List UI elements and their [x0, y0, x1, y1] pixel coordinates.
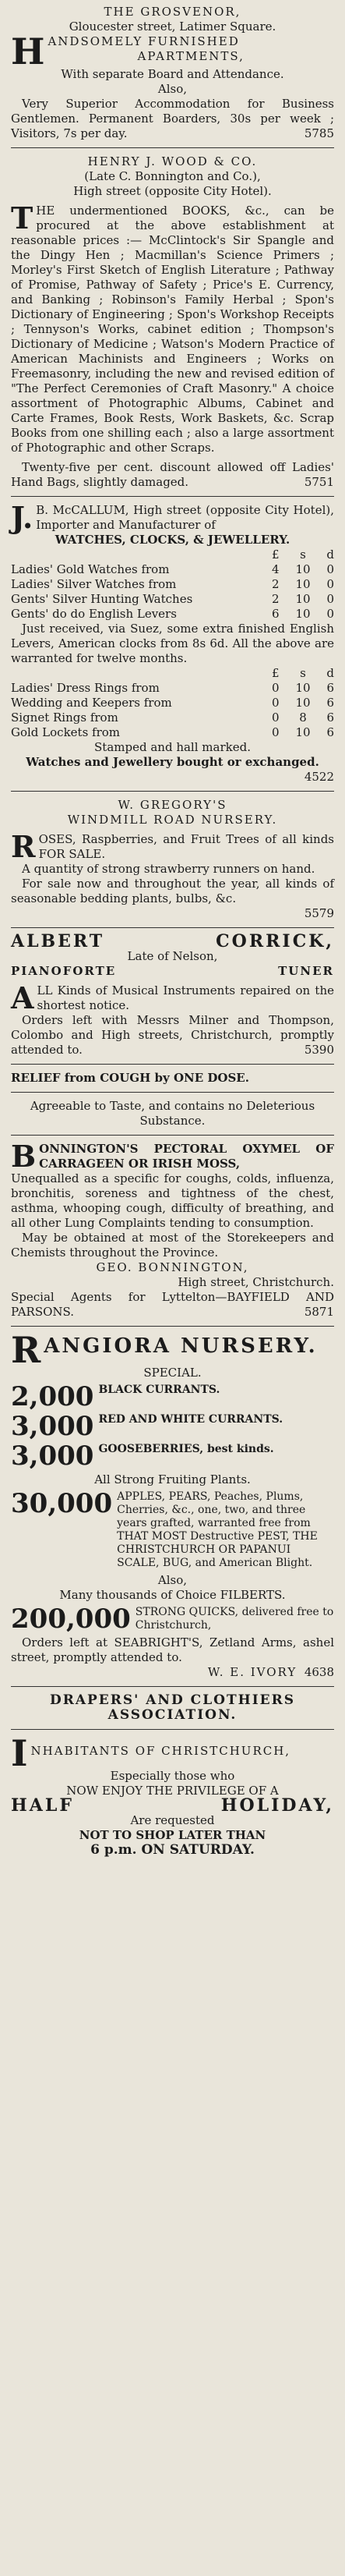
rangiora-special: SPECIAL.: [143, 1366, 202, 1380]
wood-body: THE undermentioned BOOKS, &c., can be procured at the above establishment at reasonable prices :— McClintock's Sir Spangle and the Dingy Hen ; Macmillan's Science Primers ; Morley's First Sketch of English Literature ; Pathway of Promise, Pathway of Safety ; Price's E. Currency, and Banking ; Robinson's Family Herbal ; Spon's Dictionary of Engineering ; Spon's Workshop Receipts ; Tennyson's Works, cabinet edition ; Thompson's Dictionary of Medicine ; Watson's Modern Practice of American Machinists and Engineers ; Works on Freemasonry, including the new and revised edition of "The Perfect Ceremonies of Craft Masonry." A choice assortment of Photographic Albums, Cabinet and Carte Frames, Book Rests, Work Baskets, &c. Scrap Books from one shilling each ; also a large assortment of Photographic and other Scraps.: [11, 200, 334, 455]
wood-discount: Twenty-five per cent. discount allowed off Ladies' Hand Bags, slightly damaged. 5751: [11, 460, 334, 489]
grosvenor-line1: With separate Board and Attendance.: [61, 67, 284, 81]
price-row: Gents' Silver Hunting Watches 2 10 0: [11, 592, 334, 606]
mccallum-intro: J. B. McCALLUM, High street (opposite City Hotel), Importer and Manufacturer of: [11, 500, 334, 535]
drapers-drop-letter: I: [11, 1732, 28, 1774]
drapers-requested: Are requested: [130, 1813, 215, 1827]
corrick-ref: 5390: [304, 1043, 334, 1057]
drapers-line1: Especially those who: [110, 1769, 235, 1783]
advertisement-column: [11, 0, 334, 1858]
grosvenor-line2: Also,: [157, 82, 188, 96]
corrick-ad: [11, 931, 334, 1058]
stock-item: 30,000 APPLES, PEARS, Peaches, Plums, Cherries, &c., one, two, and three years grafted, warranted free from THAT MOST Destructive PEST, THE CHRISTCHURCH OR PAPANUI SCALE, BUG, and American Blight.: [11, 1488, 318, 1569]
divider: [11, 1064, 334, 1065]
grosvenor-ref: 5785: [304, 126, 334, 140]
drapers-time: 6 p.m. ON SATURDAY.: [90, 1842, 255, 1858]
oxymel-heading: BONNINGTON'S PECTORAL OXYMEL OF CARRAGEEN OR IRISH MOSS,: [11, 1139, 334, 1174]
rangiora-signature: W. E. IVORY 4638: [207, 1665, 334, 1679]
wood-ref: 5751: [304, 475, 334, 489]
corrick-late: Late of Nelson,: [127, 949, 218, 963]
wood-address: High street (opposite City Hotel).: [73, 184, 272, 198]
drapers-title1: DRAPERS' AND CLOTHIERS: [49, 1692, 296, 1708]
currency-header: £ s d: [272, 547, 334, 562]
stock-item: 2,000 BLACK CURRANTS.: [11, 1381, 220, 1412]
oxymel-ad: [11, 1071, 334, 1320]
mccallum-drop-letter: J.: [11, 500, 33, 535]
divider: [11, 1686, 334, 1687]
gregory-line2: For sale now and throughout the year, all kinds of seasonable bedding plants, bulbs, &c.: [11, 877, 334, 905]
divider: [11, 1135, 334, 1136]
grosvenor-drop-letter: H: [11, 30, 45, 73]
oxymel-seller: GEO. BONNINGTON,: [96, 1260, 249, 1274]
wood-drop-letter: T: [11, 200, 33, 236]
divider: [11, 496, 334, 497]
corrick-body2: Orders left with Messrs Milner and Thompson, Colombo and High streets, Christchurch, promptly attended to. 5390: [11, 1013, 334, 1057]
wood-subtitle: (Late C. Bonnington and Co.),: [84, 169, 261, 183]
rangiora-drop-letter: R: [11, 1329, 41, 1371]
grosvenor-body: Very Superior Accommodation for Business Gentlemen. Permanent Boarders, 30s per week ; Visitors, 7s per day. 5785: [11, 97, 334, 140]
rangiora-ref: 4638: [304, 1665, 334, 1679]
mccallum-ref: 4522: [304, 770, 334, 784]
mccallum-heading: WATCHES, CLOCKS, & JEWELLERY.: [55, 533, 290, 547]
wood-title: HENRY J. WOOD & CO.: [87, 154, 258, 168]
gregory-heading: ROSES, Raspberries, and Fruit Trees of all kinds FOR SALE.: [11, 829, 334, 864]
rangiora-ad: [11, 1329, 334, 1680]
grosvenor-heading2: APARTMENTS,: [137, 49, 245, 63]
grosvenor-title: THE GROSVENOR,: [104, 5, 241, 19]
grosvenor-ad: [11, 5, 334, 141]
oxymel-body: Unequalled as a specific for coughs, colds, influenza, bronchitis, soreness and tightness of the chest, asthma, whooping cough, difficulty of breathing, and all other Lung Complaints tending to consumption.: [11, 1171, 334, 1230]
drapers-title2: ASSOCIATION.: [107, 1707, 238, 1723]
price-row: Gents' do do English Levers 6 10 0: [11, 607, 334, 621]
gregory-ref: 5579: [304, 906, 334, 920]
oxymel-relief: RELIEF from COUGH by ONE DOSE.: [11, 1071, 249, 1085]
stock-item: 200,000 STRONG QUICKS, delivered free to Christchurch,: [11, 1603, 334, 1635]
grosvenor-heading: ANDSOMELY FURNISHED: [48, 34, 240, 48]
price-row: Gold Lockets from 0 10 6: [11, 725, 334, 739]
corrick-drop-letter: A: [11, 980, 34, 1015]
stock-item: 3,000 GOOSEBERRIES, best kinds.: [11, 1440, 274, 1472]
divider: [11, 1729, 334, 1730]
gregory-subtitle: WINDMILL ROAD NURSERY.: [67, 813, 278, 827]
mccallum-footer: Watches and Jewellery bought or exchanged.: [26, 755, 319, 769]
gregory-ad: [11, 798, 334, 921]
drapers-line2: NOW ENJOY THE PRIVILEGE OF A: [66, 1784, 279, 1798]
divider: [11, 1326, 334, 1327]
drapers-notshop: NOT TO SHOP LATER THAN: [79, 1828, 266, 1842]
stock-item: 3,000 RED AND WHITE CURRANTS.: [11, 1411, 283, 1442]
divider: [11, 1092, 334, 1093]
oxymel-obtain: May be obtained at most of the Storekeepers and Chemists throughout the Province.: [11, 1231, 334, 1260]
rangiora-title: ANGIORA NURSERY.: [44, 1334, 318, 1358]
oxymel-ref: 5871: [304, 1305, 334, 1319]
mccallum-stamp: Stamped and hall marked.: [94, 740, 251, 754]
corrick-name: ALBERT CORRICK,: [11, 931, 334, 951]
grosvenor-address: Gloucester street, Latimer Square.: [69, 19, 276, 34]
price-row: Ladies' Dress Rings from 0 10 6: [11, 681, 334, 695]
mccallum-note: Just received, via Suez, some extra finished English Levers, American clocks from 8s 6d. All the above are warranted for twelve months.: [11, 622, 334, 665]
divider: [11, 791, 334, 792]
price-row: Wedding and Keepers from 0 10 6: [11, 696, 334, 710]
gregory-drop-letter: R: [11, 829, 36, 864]
drapers-ad: [11, 1693, 334, 1858]
rangiora-also: Also,: [157, 1573, 188, 1587]
watch-price-list: [11, 562, 334, 622]
rangiora-orders: Orders left at SEABRIGHT'S, Zetland Arms, ashel street, promptly attended to.: [11, 1635, 334, 1664]
drapers-heading: NHABITANTS OF CHRISTCHURCH,: [30, 1744, 291, 1758]
drapers-half-holiday: HALF HOLIDAY,: [11, 1795, 334, 1816]
ring-price-list: [11, 681, 334, 740]
gregory-line1: A quantity of strong strawberry runners on hand.: [22, 862, 315, 876]
price-row: Ladies' Gold Watches from 4 10 0: [11, 562, 334, 576]
divider: [11, 927, 334, 928]
currency-header: £ s d: [272, 666, 334, 680]
corrick-body1: ALL Kinds of Musical Instruments repaired on the shortest notice.: [11, 980, 334, 1015]
oxymel-drop-letter: B: [11, 1139, 37, 1174]
mccallum-ad: [11, 500, 334, 785]
rangiora-strong: All Strong Fruiting Plants.: [94, 1472, 251, 1486]
price-row: Signet Rings from 0 8 6: [11, 710, 334, 725]
oxymel-agents: Special Agents for Lyttelton—BAYFIELD AND PARSONS. 5871: [11, 1290, 334, 1319]
rangiora-filberts: Many thousands of Choice FILBERTS.: [59, 1588, 286, 1602]
oxymel-agreeable: Agreeable to Taste, and contains no Deleterious Substance.: [30, 1099, 315, 1128]
corrick-title: PIANOFORTE TUNER: [11, 964, 334, 978]
oxymel-seller-address: High street, Christchurch.: [178, 1275, 334, 1289]
price-row: Ladies' Silver Watches from 2 10 0: [11, 577, 334, 591]
wood-ad: [11, 154, 334, 490]
gregory-title: W. GREGORY'S: [118, 798, 227, 812]
divider: [11, 147, 334, 148]
